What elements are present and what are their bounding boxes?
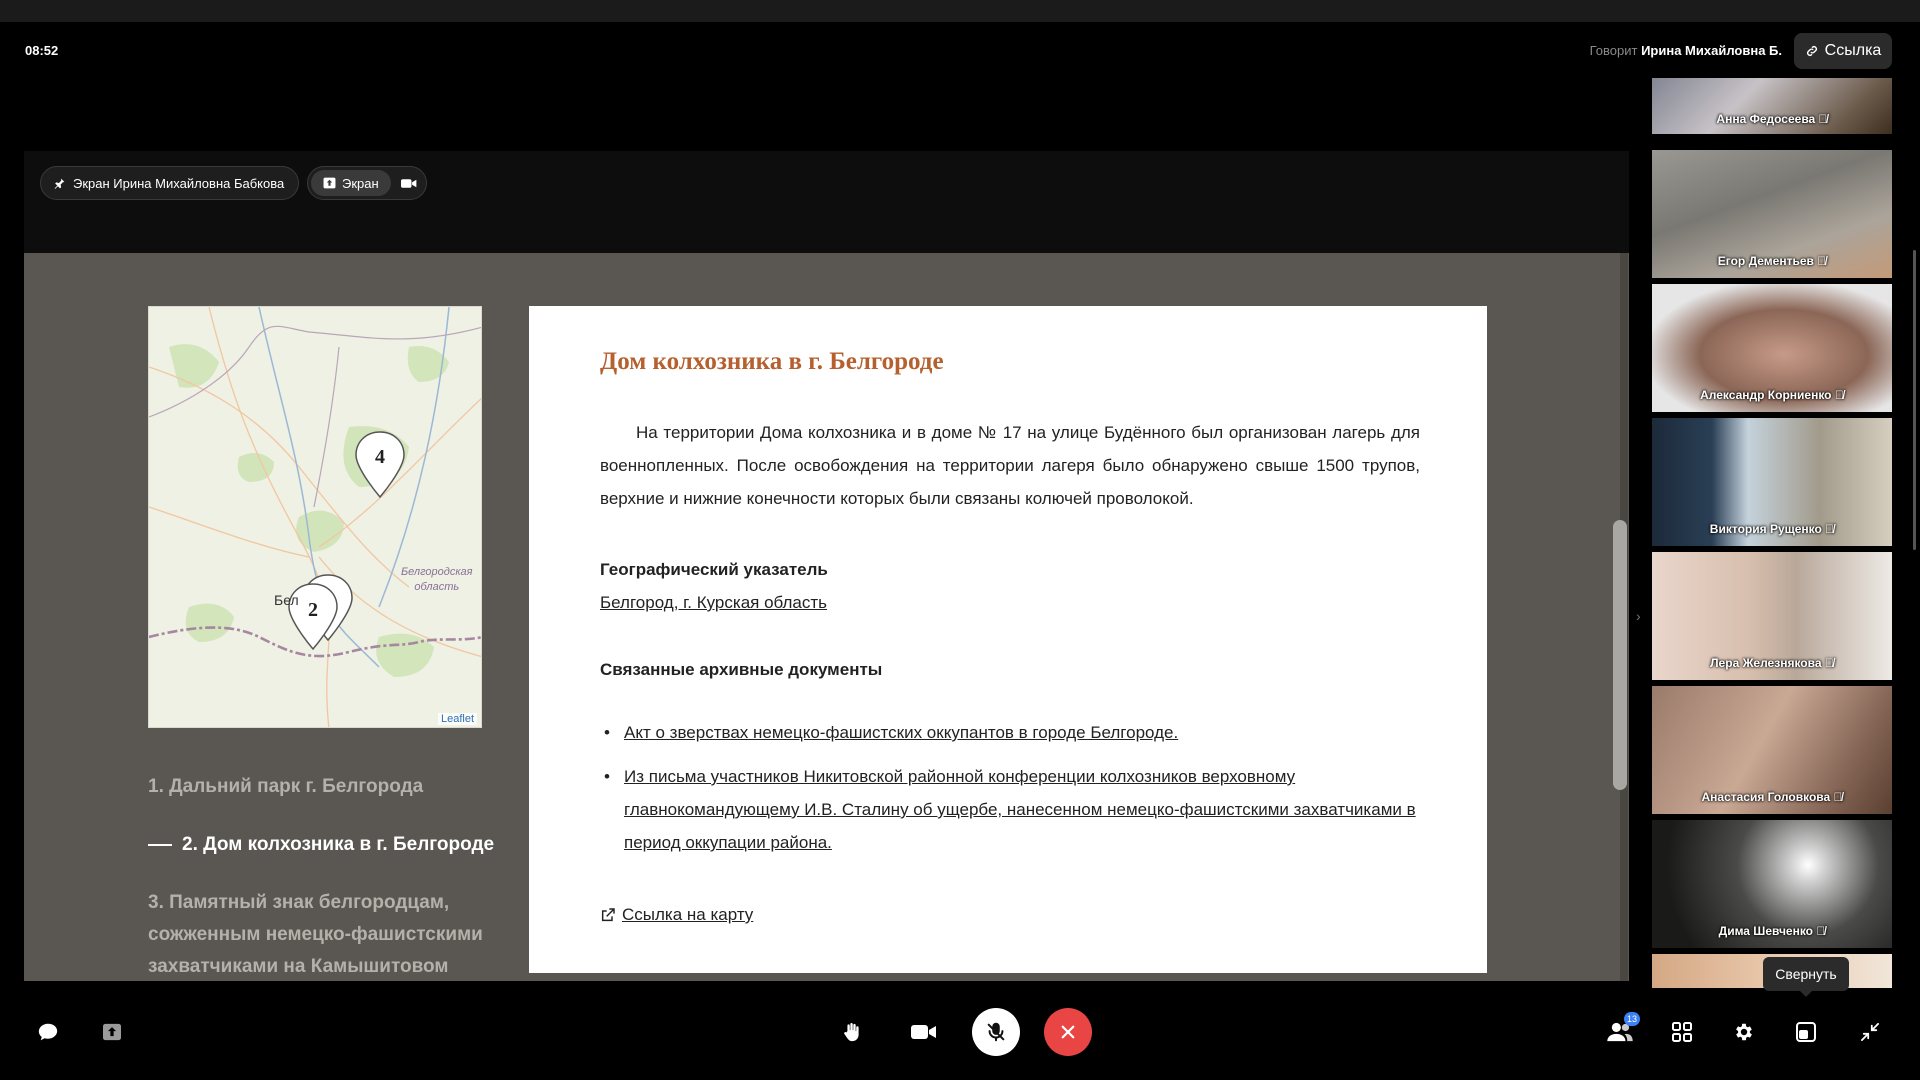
docs-list	[600, 716, 1420, 870]
map-link[interactable]	[600, 905, 753, 925]
participant-name-7: Дима Шевченко 🎙̸	[1718, 924, 1826, 938]
toc-item-2-label: 2. Дом колхозника в г. Белгороде	[182, 834, 495, 855]
toc-item-3[interactable]: 3. Памятный знак белгородцам, сожженным немецко-фашистскими захватчиками на Камышитовом	[148, 892, 483, 977]
table-of-contents	[148, 771, 508, 981]
settings-button[interactable]	[1720, 1008, 1768, 1056]
map-attribution-link[interactable]: Leaflet	[438, 713, 477, 725]
participant-tile-7[interactable]	[1652, 820, 1892, 948]
shared-screen	[24, 253, 1629, 981]
content-card	[529, 306, 1487, 973]
chat-icon	[37, 1021, 59, 1043]
map-region-line-1: Белгородская	[401, 566, 473, 578]
participant-tile-3[interactable]	[1652, 284, 1892, 412]
pin-icon	[53, 177, 66, 190]
minimize-window-icon	[1796, 1022, 1816, 1042]
participant-tile-2[interactable]	[1652, 150, 1892, 278]
participant-tile-4[interactable]	[1652, 418, 1892, 546]
participants-scrollbar[interactable]	[1913, 250, 1916, 550]
participants-button[interactable]	[1596, 1008, 1644, 1056]
svg-text:4: 4	[375, 446, 385, 468]
share-screen-icon	[323, 177, 336, 189]
doc-link-2[interactable]: • Из письма участников Никитовской районной конференции колхозников верховному главнокомандующему И.В. Сталину об ущербе, нанесенном немецко-фашистскими захватчиками в период оккупации района.	[600, 760, 1420, 859]
copy-link-label: Ссылка	[1824, 42, 1882, 59]
card-paragraph: На территории Дома колхозника и в доме № 17 на улице Будённого был организован лагерь для военнопленных. После освобождения на территории лагеря было обнаружено свыше 1500 трупов, верхние и нижние конечности которых были связаны колючей проволокой.	[600, 423, 1420, 508]
leaflet-map[interactable]	[148, 306, 482, 728]
toc-item-2-active[interactable]	[148, 829, 508, 861]
mic-off-icon	[985, 1021, 1007, 1043]
window-top-strip	[0, 0, 1920, 22]
camera-icon	[401, 178, 417, 189]
share-screen-button[interactable]	[88, 1008, 136, 1056]
exit-fullscreen-button[interactable]	[1846, 1008, 1894, 1056]
view-switch	[307, 166, 427, 200]
map-city-label: Бел	[274, 592, 299, 608]
active-speaker	[1590, 43, 1782, 58]
mic-toggle-button[interactable]	[972, 1008, 1020, 1056]
toc-item-1[interactable]: 1. Дальний парк г. Белгорода	[148, 776, 424, 797]
map-region-line-2: область	[414, 581, 460, 593]
tooltip: Свернуть	[1763, 957, 1849, 991]
screen-view-toggle[interactable]	[311, 170, 391, 196]
copy-link-button[interactable]	[1794, 33, 1892, 69]
docs-heading: Связанные архивные документы	[600, 660, 883, 679]
geo-link[interactable]: Белгород, г. Курская область	[600, 593, 828, 612]
speaking-name: Ирина Михайловна Б.	[1641, 43, 1782, 58]
speaking-prefix: Говорит	[1589, 43, 1638, 58]
participant-name-2: Егор Дементьев 🎙̸	[1717, 254, 1827, 268]
participant-tiles	[1652, 78, 1892, 988]
link-icon	[1805, 44, 1819, 58]
shared-screen-scroll-thumb[interactable]	[1613, 520, 1627, 790]
screen-owner-pill[interactable]	[40, 166, 299, 200]
camera-button[interactable]	[900, 1008, 948, 1056]
grid-view-button[interactable]	[1658, 1008, 1706, 1056]
participant-name-1: Анна Федосеева 🎙̸	[1716, 112, 1828, 126]
clock: 08:52	[25, 43, 59, 58]
active-dash	[148, 844, 172, 846]
grid-icon	[1672, 1022, 1692, 1042]
camera-view-toggle[interactable]	[395, 178, 423, 189]
hang-up-icon	[1059, 1023, 1077, 1041]
share-screen-icon	[102, 1023, 122, 1041]
camera-icon	[911, 1023, 937, 1041]
external-link-icon	[600, 907, 616, 923]
geo-heading: Географический указатель	[600, 560, 828, 579]
map-region-label	[401, 565, 473, 595]
card-title: Дом колхозника в г. Белгороде	[600, 348, 944, 375]
participant-name-5: Лера Железнякова 🎙̸	[1710, 656, 1834, 670]
exit-fullscreen-icon	[1861, 1023, 1879, 1041]
participant-tile-1[interactable]	[1652, 78, 1892, 134]
participant-tile-5[interactable]	[1652, 552, 1892, 680]
participant-tile-6[interactable]	[1652, 686, 1892, 814]
minimize-window-button[interactable]	[1782, 1008, 1830, 1056]
screen-owner-label: Экран Ирина Михайловна Бабкова	[73, 175, 285, 191]
chevron-right-icon[interactable]: ›	[1636, 608, 1641, 624]
svg-text:2: 2	[308, 599, 318, 621]
raise-hand-icon	[841, 1021, 863, 1043]
map-link-label: Ссылка на карту	[622, 905, 754, 924]
participant-name-6: Анастасия Головкова 🎙̸	[1701, 790, 1843, 804]
participant-name-3: Александр Корниенко 🎙̸	[1700, 388, 1844, 402]
gear-icon	[1733, 1021, 1755, 1043]
hang-up-button[interactable]	[1044, 1008, 1092, 1056]
doc-link-1[interactable]: • Акт о зверствах немецко-фашистских оккупантов в городе Белгороде.	[600, 716, 1420, 749]
map-tiles	[149, 307, 482, 728]
chat-button[interactable]	[24, 1008, 72, 1056]
participant-name-4: Виктория Рущенко 🎙̸	[1709, 522, 1835, 536]
participants-count-badge: 13	[1624, 1012, 1640, 1026]
screen-view-label: Экран	[342, 175, 379, 191]
raise-hand-button[interactable]	[828, 1008, 876, 1056]
